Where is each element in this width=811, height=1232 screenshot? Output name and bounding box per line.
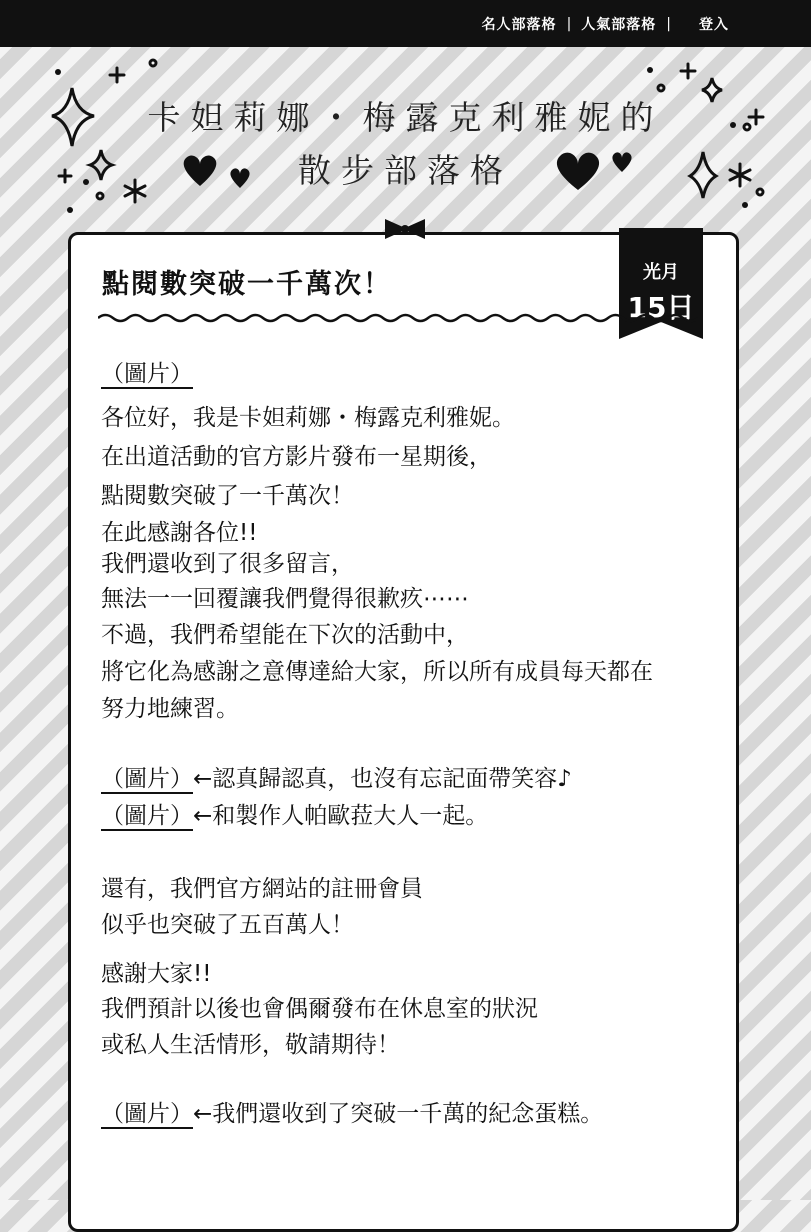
post-text-line: 不過，我們希望能在下次的活動中， [101,622,469,648]
post-text-line: 在此感謝各位!! [101,520,258,546]
image-caption: ←和製作人帕歐菈大人一起。 [193,803,489,829]
blog-title-line1: 卡妲莉娜・梅露克利雅妮的 [147,98,664,137]
image-caption: ←認真歸認真，也沒有忘記面帶笑容♪ [193,766,572,792]
post-text-line: 各位好，我是卡妲莉娜・梅露克利雅妮。 [101,405,515,431]
post-text-line: 將它化為感謝之意傳達給大家，所以所有成員每天都在 [101,659,653,685]
date-day: 15日 [627,291,695,324]
nav-popular-blog[interactable]: 人氣部落格 [581,16,657,33]
blog-title-line2: 散步部落格 [298,151,513,190]
bow-icon [383,217,427,241]
image-caption-row [101,802,488,830]
top-nav-bar [0,0,811,47]
post-text-line: 無法一一回覆讓我們覺得很歉疚⋯⋯ [101,586,469,612]
image-link[interactable]: （圖片） [101,766,193,792]
post-text-line: 點閱數突破了一千萬次！ [101,483,354,509]
post-text-line: 似乎也突破了五百萬人！ [101,912,354,938]
image-placeholder[interactable] [101,360,193,388]
nav-separator: | [566,15,572,32]
nav-celebrity-blog[interactable]: 名人部落格 [481,16,557,33]
login-link[interactable]: 登入 [699,16,729,33]
post-text-line: 還有，我們官方網站的註冊會員 [101,876,423,902]
post-text-line: 我們預計以後也會偶爾發布在休息室的狀況 [101,996,538,1022]
plus-icon [110,68,124,82]
image-link[interactable]: （圖片） [101,1101,193,1127]
post-text-line: 努力地練習。 [101,696,239,722]
image-caption-row [101,1100,603,1128]
post-text-line: 我們還收到了很多留言， [101,551,354,577]
post-text-line: 或私人生活情形，敬請期待！ [101,1032,400,1058]
nav-separator: | [666,15,671,32]
date-month: 光月 [643,262,679,283]
image-caption: ←我們還收到了突破一千萬的紀念蛋糕。 [193,1101,604,1127]
plus-icon [681,64,695,78]
image-link[interactable]: （圖片） [101,803,193,829]
image-caption-row [101,765,572,793]
header-decoration [0,47,811,237]
post-text-line: 在出道活動的官方影片發布一星期後， [101,444,492,470]
post-text-line: 感謝大家!! [101,961,212,987]
wavy-divider [98,312,698,324]
image-link[interactable]: （圖片） [101,361,193,387]
post-title: 點閱數突破一千萬次！ [102,269,392,300]
